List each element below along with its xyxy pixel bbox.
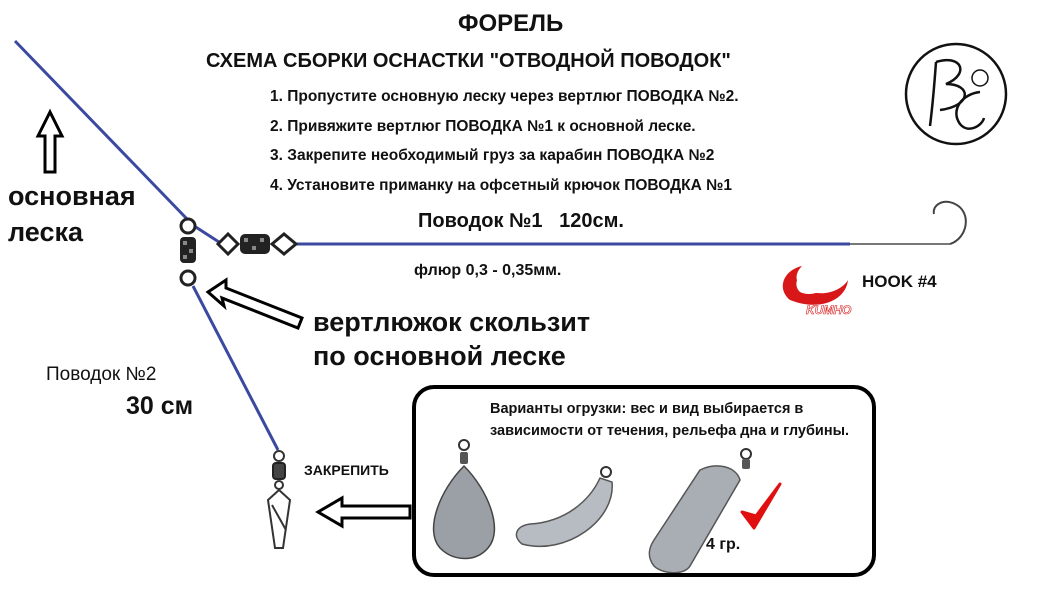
step-4: 4. Установите приманку на офсетный крючок ПОВОДКА №1	[270, 176, 732, 194]
logo-icon	[906, 44, 1006, 144]
leader1-swivel-icon	[218, 234, 296, 254]
swivel-note-1: вертлюжок скользит	[313, 307, 591, 337]
snap-icon	[268, 451, 290, 548]
swivel-note-2: по основной леске	[313, 341, 566, 371]
hook-label: HOOK #4	[862, 272, 937, 291]
sliding-swivel-icon	[180, 219, 196, 285]
step-1: 1. Пропустите основную леску через вертлюг ПОВОДКА №2.	[270, 88, 739, 105]
hook-icon	[934, 202, 966, 244]
page-title: ФОРЕЛЬ	[458, 10, 564, 37]
swivel-note	[313, 305, 590, 373]
leader1-label: Поводок №1 120см.	[418, 210, 624, 232]
assembly-steps	[270, 82, 739, 200]
main-line-label	[8, 178, 136, 250]
weights-description: Варианты огрузки: вес и вид выбирается в зависимости от течения, рельефа дна и глубины.	[490, 401, 849, 439]
kumho-brand-label: KUMHO	[806, 303, 852, 317]
step-2: 2. Привяжите вертлюг ПОВОДКА №1 к основной леске.	[270, 117, 696, 135]
main-line-label-1: основная	[8, 181, 136, 211]
chosen-weight-label: 4 гр.	[706, 536, 741, 553]
main-line-label-2: леска	[8, 217, 84, 247]
page-subtitle: СХЕМА СБОРКИ ОСНАСТКИ "ОТВОДНОЙ ПОВОДОК"	[206, 50, 731, 72]
snap-arrow-icon	[318, 498, 410, 526]
attach-label: ЗАКРЕПИТЬ	[304, 462, 389, 478]
step-3: 3. Закрепите необходимый груз за карабин ПОВОДКА №2	[270, 147, 715, 164]
kumho-logo-icon	[783, 266, 852, 317]
leader2-length: 30 см	[126, 392, 194, 420]
leader1-material: флюр 0,3 - 0,35мм.	[414, 262, 562, 279]
up-arrow-icon	[38, 112, 62, 172]
left-arrow-icon	[208, 280, 302, 328]
leader2-label: Поводок №2	[46, 364, 157, 385]
